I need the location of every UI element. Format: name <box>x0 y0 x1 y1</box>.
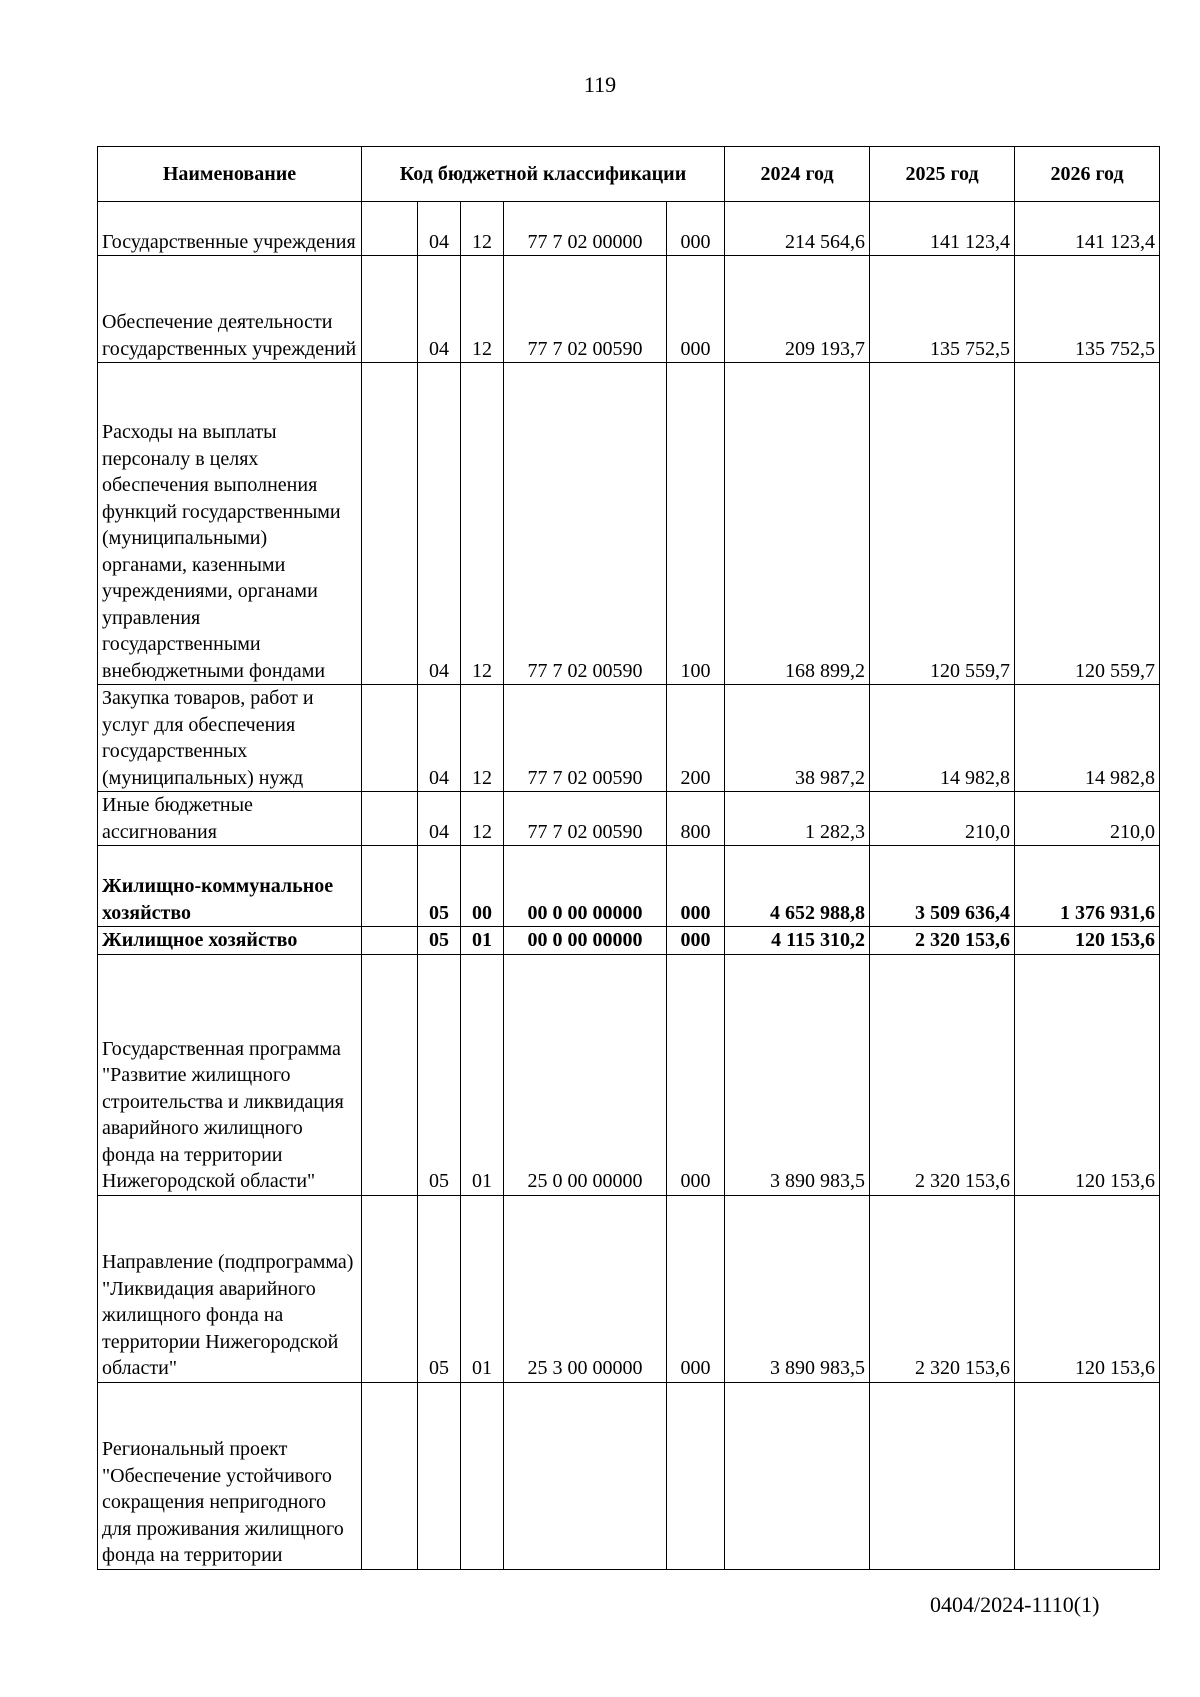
table-row <box>98 792 1160 846</box>
cell-code-blank <box>362 846 418 927</box>
cell-name: Закупка товаров, работ и услуг для обеспечения государственных (муниципальных) нужд <box>98 685 362 792</box>
cell-2026: 120 153,6 <box>1015 1195 1160 1382</box>
cell-code-blank <box>362 792 418 846</box>
cell-2026 <box>1015 1382 1160 1569</box>
cell-target-article: 77 7 02 00590 <box>504 256 667 363</box>
cell-subsection: 00 <box>461 846 504 927</box>
cell-expense-type: 200 <box>667 685 725 792</box>
header-2024: 2024 год <box>725 147 870 202</box>
cell-expense-type: 000 <box>667 202 725 256</box>
cell-section: 04 <box>418 792 461 846</box>
cell-name: Направление (подпрограмма) "Ликвидация аварийного жилищного фонда на территории Нижегородской области" <box>98 1195 362 1382</box>
cell-code-blank <box>362 202 418 256</box>
table-row <box>98 954 1160 1195</box>
cell-2026: 1 376 931,6 <box>1015 846 1160 927</box>
cell-name: Расходы на выплаты персоналу в целях обеспечения выполнения функций государственными (муниципальными) органами, казенными учреждениями, органами управления государственными внебюджетными фондами <box>98 363 362 685</box>
cell-subsection <box>461 1382 504 1569</box>
cell-2024: 168 899,2 <box>725 363 870 685</box>
cell-expense-type: 000 <box>667 846 725 927</box>
header-2025: 2025 год <box>870 147 1015 202</box>
cell-subsection: 01 <box>461 1195 504 1382</box>
cell-expense-type: 000 <box>667 954 725 1195</box>
cell-expense-type: 800 <box>667 792 725 846</box>
cell-name: Иные бюджетные ассигнования <box>98 792 362 846</box>
header-name: Наименование <box>98 147 362 202</box>
cell-section: 04 <box>418 363 461 685</box>
header-2026: 2026 год <box>1015 147 1160 202</box>
cell-2025: 2 320 153,6 <box>870 927 1015 955</box>
cell-2024 <box>725 1382 870 1569</box>
cell-subsection: 12 <box>461 256 504 363</box>
cell-name: Жилищно-коммунальное хозяйство <box>98 846 362 927</box>
cell-expense-type: 000 <box>667 1195 725 1382</box>
cell-2024: 1 282,3 <box>725 792 870 846</box>
cell-2026: 120 559,7 <box>1015 363 1160 685</box>
cell-subsection: 12 <box>461 685 504 792</box>
cell-subsection: 01 <box>461 927 504 955</box>
cell-2025: 141 123,4 <box>870 202 1015 256</box>
cell-2025 <box>870 1382 1015 1569</box>
cell-target-article: 00 0 00 00000 <box>504 846 667 927</box>
cell-code-blank <box>362 1382 418 1569</box>
table-row <box>98 846 1160 927</box>
cell-2025: 2 320 153,6 <box>870 954 1015 1195</box>
cell-expense-type: 100 <box>667 363 725 685</box>
cell-expense-type: 000 <box>667 256 725 363</box>
cell-subsection: 01 <box>461 954 504 1195</box>
cell-2026: 120 153,6 <box>1015 927 1160 955</box>
cell-2025: 135 752,5 <box>870 256 1015 363</box>
cell-target-article: 77 7 02 00590 <box>504 685 667 792</box>
cell-2026: 135 752,5 <box>1015 256 1160 363</box>
cell-2024: 3 890 983,5 <box>725 954 870 1195</box>
cell-expense-type: 000 <box>667 927 725 955</box>
cell-2024: 4 115 310,2 <box>725 927 870 955</box>
cell-code-blank <box>362 685 418 792</box>
cell-2025: 2 320 153,6 <box>870 1195 1015 1382</box>
cell-2026: 14 982,8 <box>1015 685 1160 792</box>
cell-subsection: 12 <box>461 792 504 846</box>
cell-section: 05 <box>418 846 461 927</box>
table-row <box>98 927 1160 955</box>
cell-section: 04 <box>418 202 461 256</box>
cell-target-article: 77 7 02 00000 <box>504 202 667 256</box>
cell-2024: 4 652 988,8 <box>725 846 870 927</box>
cell-2024: 38 987,2 <box>725 685 870 792</box>
cell-2024: 209 193,7 <box>725 256 870 363</box>
cell-2025: 3 509 636,4 <box>870 846 1015 927</box>
cell-target-article: 25 3 00 00000 <box>504 1195 667 1382</box>
table-row <box>98 202 1160 256</box>
cell-target-article: 77 7 02 00590 <box>504 792 667 846</box>
cell-code-blank <box>362 1195 418 1382</box>
cell-subsection: 12 <box>461 202 504 256</box>
cell-code-blank <box>362 927 418 955</box>
cell-2026: 120 153,6 <box>1015 954 1160 1195</box>
cell-target-article: 25 0 00 00000 <box>504 954 667 1195</box>
budget-table <box>97 146 1160 1570</box>
cell-name: Региональный проект "Обеспечение устойчивого сокращения непригодного для проживания жилищного фонда на территории <box>98 1382 362 1569</box>
cell-2024: 3 890 983,5 <box>725 1195 870 1382</box>
cell-section: 05 <box>418 927 461 955</box>
header-code: Код бюджетной классификации <box>362 147 725 202</box>
cell-2025: 14 982,8 <box>870 685 1015 792</box>
table-row <box>98 256 1160 363</box>
table-row <box>98 1195 1160 1382</box>
cell-code-blank <box>362 256 418 363</box>
cell-name: Государственные учреждения <box>98 202 362 256</box>
cell-subsection: 12 <box>461 363 504 685</box>
cell-target-article <box>504 1382 667 1569</box>
table-row <box>98 1382 1160 1569</box>
cell-section: 04 <box>418 256 461 363</box>
cell-2024: 214 564,6 <box>725 202 870 256</box>
cell-2026: 141 123,4 <box>1015 202 1160 256</box>
document-code: 0404/2024-1110(1) <box>930 1592 1100 1617</box>
cell-section: 04 <box>418 685 461 792</box>
cell-target-article: 00 0 00 00000 <box>504 927 667 955</box>
table-header-row <box>98 147 1160 202</box>
cell-section: 05 <box>418 954 461 1195</box>
table-row <box>98 363 1160 685</box>
cell-target-article: 77 7 02 00590 <box>504 363 667 685</box>
cell-section: 05 <box>418 1195 461 1382</box>
cell-expense-type <box>667 1382 725 1569</box>
cell-code-blank <box>362 363 418 685</box>
cell-code-blank <box>362 954 418 1195</box>
cell-name: Обеспечение деятельности государственных учреждений <box>98 256 362 363</box>
cell-2025: 210,0 <box>870 792 1015 846</box>
page-number: 119 <box>583 72 617 97</box>
cell-2025: 120 559,7 <box>870 363 1015 685</box>
cell-name: Жилищное хозяйство <box>98 927 362 955</box>
cell-2026: 210,0 <box>1015 792 1160 846</box>
cell-name: Государственная программа "Развитие жилищного строительства и ликвидация аварийного жилищного фонда на территории Нижегородской области" <box>98 954 362 1195</box>
cell-section <box>418 1382 461 1569</box>
table-row <box>98 685 1160 792</box>
